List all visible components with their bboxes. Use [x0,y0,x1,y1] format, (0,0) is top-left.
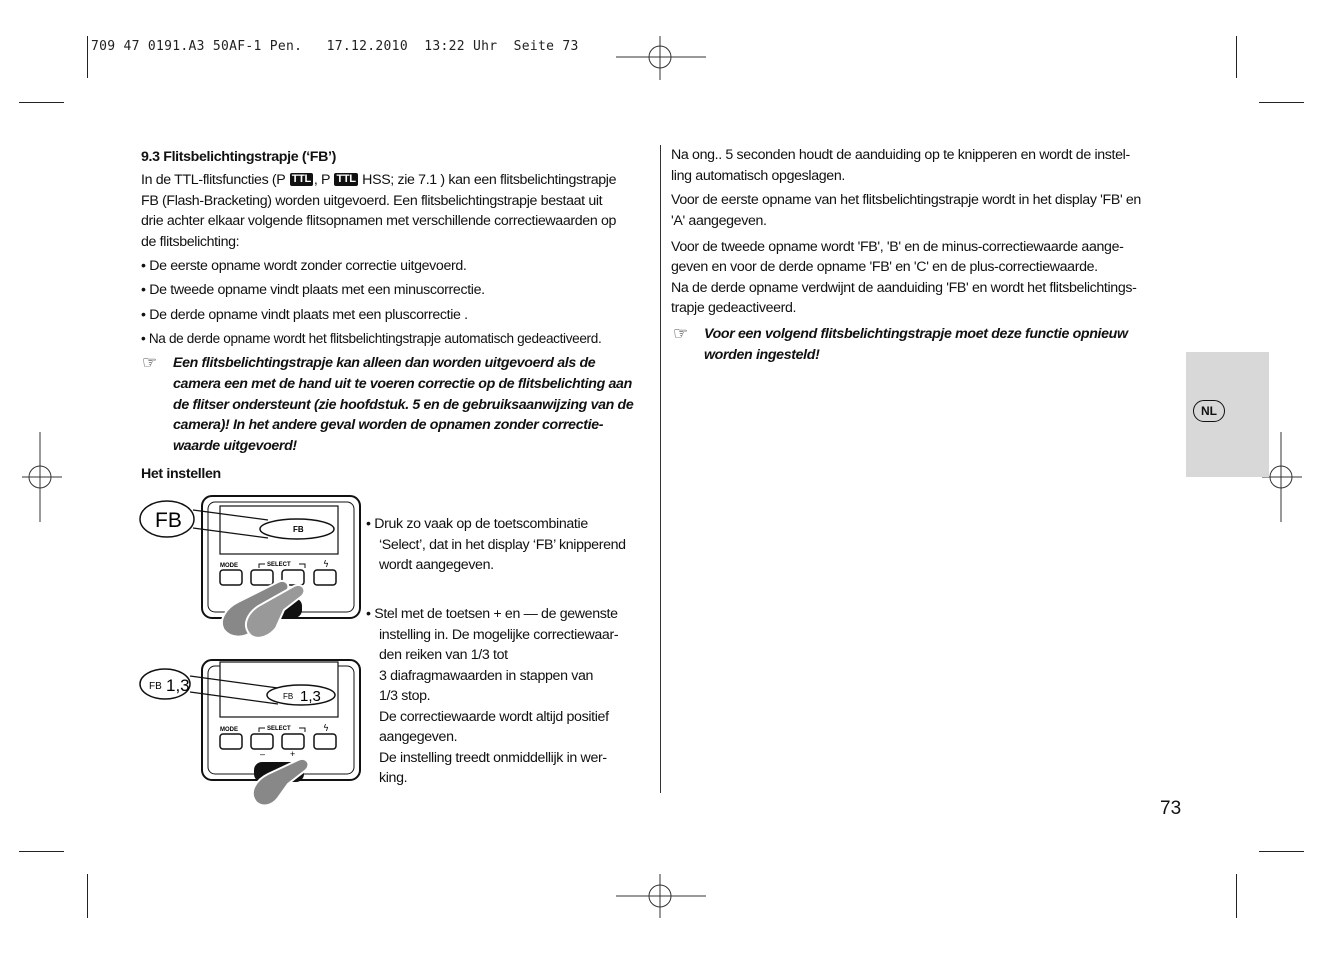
registration-mark-top [612,34,708,82]
right-note-line: worden ingesteld! [704,347,820,363]
right-para3-line: Voor de tweede opname wordt 'FB', 'B' en de minus-correctiewaarde aange- [671,239,1124,255]
section-title: 9.3 Flitsbelichtingstrapje (‘FB’) [141,149,336,165]
intro-line-2: FB (Flash-Bracketing) worden uitgevoerd. Een flitsbelichtingstrapje bestaat uit [141,193,603,209]
step2-line: De instelling treedt onmiddellijk in wer- [379,750,607,766]
step2-line: den reiken van 1/3 tot [379,647,508,663]
registration-mark-left [20,430,64,524]
right-para3-line: geven en voor de derde opname 'FB' en 'C' en de plus-correctiewaarde. [671,259,1098,275]
bullet-item: • Na de derde opname wordt het flitsbelichtingstrapje automatisch gedeactiveerd. [141,331,602,346]
lcd-fb: FB [293,525,304,534]
right-note-line: Voor een volgend flitsbelichtingstrapje moet deze functie opnieuw [704,326,1128,342]
pointing-hand-icon: ☞ [142,353,158,372]
bullet-item: • De eerste opname wordt zonder correctie uitgevoerd. [141,258,467,274]
crop-mark [1236,36,1237,78]
ttl-badge: TTL [291,173,311,185]
step2-line: 1/3 stop. [379,688,431,704]
flash-control-diagram-fb [138,492,368,642]
flash-bolt-icon: ϟ [323,560,329,570]
right-para1-line: Na ong.. 5 seconden houdt de aanduiding op te knipperen en wordt de instel- [671,147,1130,163]
mode-label: MODE [220,563,238,569]
plus-label: + [290,749,296,759]
note-line: Een flitsbelichtingstrapje kan alleen dan worden uitgevoerd als de [173,355,596,371]
mode-label: MODE [220,727,238,733]
crop-mark [1259,851,1304,852]
select-label: SELECT [267,726,291,732]
step1-line: wordt aangegeven. [379,557,494,573]
registration-mark-bottom [612,872,708,920]
crop-mark [87,36,88,78]
lcd-value: 1,3 [300,688,321,705]
intro-text-a: In de TTL-flitsfuncties (P [141,172,289,188]
crop-mark [87,874,88,918]
step2-line: aangegeven. [379,729,458,745]
print-slug: 709 47 0191.A3 50AF-1 Pen. 17.12.2010 13:22 Uhr Seite 73 [91,39,579,54]
step2-line: De correctiewaarde wordt altijd positief [379,709,609,725]
right-para1-line: ling automatisch opgeslagen. [671,168,845,184]
right-para3-line: Na de derde opname verdwijnt de aanduiding 'FB' en wordt het flitsbelichtings- [671,280,1137,296]
flash-bolt-icon: ϟ [323,724,329,734]
note-line: camera een met de hand uit te voeren correctie op de flitsbelichting aan [173,376,632,392]
intro-line-3: drie achter elkaar volgende flitsopnamen met verschillende correctiewaarden op [141,213,617,229]
crop-mark [1259,102,1304,103]
step2-line: instelling in. De mogelijke correctiewaar- [379,627,619,643]
step1-line: • Druk zo vaak op de toetscombinatie [366,516,588,532]
intro-line-4: de flitsbelichting: [141,234,240,250]
intro-line-1 [141,170,616,191]
right-para2-line: Voor de eerste opname van het flitsbelichtingstrapje wordt in het display 'FB' en [671,192,1141,208]
crop-mark [19,851,64,852]
callout-fb-small: FB [149,681,162,692]
lcd-fb-small: FB [283,692,294,701]
flash-control-diagram-fb-value [138,656,368,806]
step2-line: king. [379,770,408,786]
minus-label: – [260,749,266,759]
right-para2-line: 'A' aangegeven. [671,213,767,229]
intro-text-c: HSS; zie 7.1 ) kan een flitsbelichtingstrapje [358,172,617,188]
subheading-het-instellen: Het instellen [141,466,221,482]
step1-line: ‘Select’, dat in het display ‘FB’ knipperend [379,537,626,553]
intro-text-b: , P [313,172,334,188]
language-badge: NL [1193,400,1225,422]
note-line: de flitser ondersteunt (zie hoofdstuk. 5 en de gebruiksaanwijzing van de [173,397,634,413]
callout-fb: FB [155,509,182,532]
step2-line: 3 diafragmawaarden in stappen van [379,668,594,684]
column-divider [660,145,661,793]
bullet-item: • De derde opname vindt plaats met een pluscorrectie . [141,307,468,323]
crop-mark [1236,874,1237,918]
pointing-hand-icon: ☞ [673,324,689,343]
right-para3-line: trapje gedeactiveerd. [671,300,797,316]
crop-mark [19,102,64,103]
bullet-item: • De tweede opname vindt plaats met een minuscorrectie. [141,282,485,298]
note-line: camera)! In het andere geval worden de opnamen zonder correctie- [173,417,604,433]
select-label: SELECT [267,562,291,568]
page-number: 73 [1160,798,1182,819]
ttl-badge: TTL [336,173,356,185]
note-line: waarde uitgevoerd! [173,438,297,454]
callout-value: 1,3 [166,676,190,695]
step2-line: • Stel met de toetsen + en — de gewenste [366,606,618,622]
